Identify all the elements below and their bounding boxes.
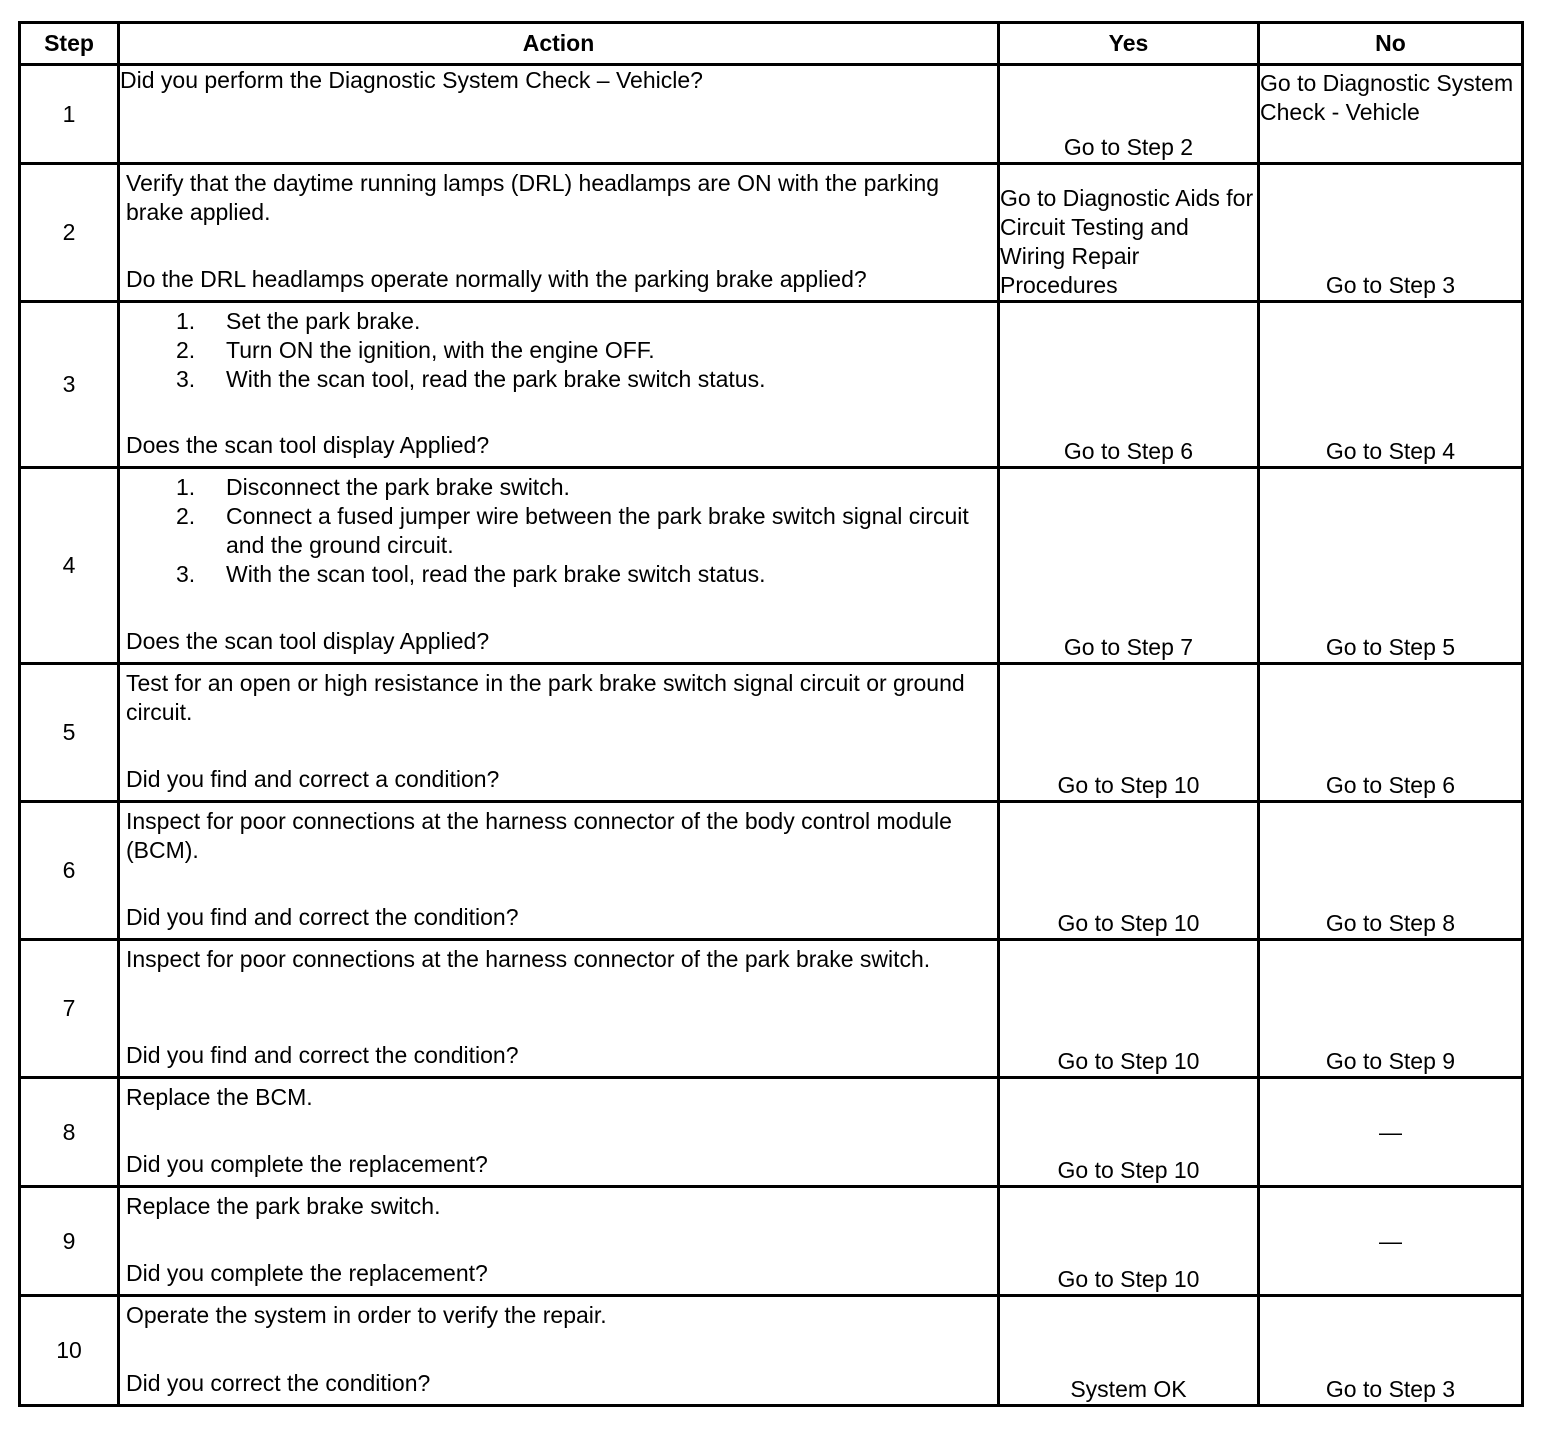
table-row — [20, 940, 1523, 1078]
no-cell — [1259, 1078, 1523, 1187]
table-header — [20, 23, 1523, 65]
action-question: Does the scan tool display Applied? — [126, 628, 490, 654]
action-cell — [119, 940, 999, 1078]
table-body — [20, 65, 1523, 1406]
step-number: 9 — [20, 1187, 119, 1296]
action-cell — [119, 302, 999, 468]
step-number: 2 — [20, 164, 119, 302]
dash-mark: — — [1379, 1227, 1402, 1254]
action-question: Did you find and correct a condition? — [126, 766, 500, 792]
action-cell — [119, 1078, 999, 1187]
yes-cell: Go to Step 2 — [999, 65, 1259, 164]
table-row — [20, 468, 1523, 664]
header-step: Step — [20, 23, 119, 65]
substep-item: 3. With the scan tool, read the park brake switch status. — [176, 366, 766, 392]
action-question: Did you find and correct the condition? — [126, 1042, 519, 1068]
no-cell: Go to Step 3 — [1259, 164, 1523, 302]
yes-cell: Go to Step 7 — [999, 468, 1259, 664]
no-cell: Go to Diagnostic System Check - Vehicle — [1259, 65, 1523, 164]
action-question: Do the DRL headlamps operate normally with the parking brake applied? — [126, 266, 867, 292]
action-question: Did you complete the replacement? — [126, 1260, 488, 1286]
step-number: 6 — [20, 802, 119, 940]
header-yes: Yes — [999, 23, 1259, 65]
yes-cell: Go to Step 10 — [999, 1078, 1259, 1187]
substep-list — [126, 307, 991, 394]
yes-cell: Go to Step 10 — [999, 1187, 1259, 1296]
table-row — [20, 664, 1523, 802]
action-question: Did you complete the replacement? — [126, 1151, 488, 1177]
action-question: Did you find and correct the condition? — [126, 904, 519, 930]
header-action: Action — [119, 23, 999, 65]
yes-cell: Go to Step 10 — [999, 940, 1259, 1078]
table-row — [20, 802, 1523, 940]
step-number: 4 — [20, 468, 119, 664]
action-cell — [119, 468, 999, 664]
diagnostic-table — [18, 21, 1524, 1407]
header-row — [20, 23, 1523, 65]
yes-cell: Go to Diagnostic Aids for Circuit Testing and Wiring Repair Procedures — [999, 164, 1259, 302]
step-number: 5 — [20, 664, 119, 802]
step-number: 7 — [20, 940, 119, 1078]
step-number: 8 — [20, 1078, 119, 1187]
no-cell: Go to Step 4 — [1259, 302, 1523, 468]
no-cell: Go to Step 3 — [1259, 1296, 1523, 1406]
no-cell: Go to Step 5 — [1259, 468, 1523, 664]
action-cell — [119, 65, 999, 164]
action-text: Replace the park brake switch. — [126, 1193, 441, 1219]
substep-list — [126, 473, 991, 589]
action-text: Verify that the daytime running lamps (DRL) headlamps are ON with the parking brake applied. — [126, 170, 940, 225]
yes-cell: Go to Step 10 — [999, 802, 1259, 940]
action-cell — [119, 802, 999, 940]
action-text: Inspect for poor connections at the harness connector of the park brake switch. — [126, 946, 931, 972]
table-row — [20, 1296, 1523, 1406]
action-text: Inspect for poor connections at the harness connector of the body control module (BCM). — [126, 808, 952, 863]
table-row — [20, 1078, 1523, 1187]
header-no: No — [1259, 23, 1523, 65]
action-question: Did you correct the condition? — [126, 1370, 431, 1396]
no-cell: Go to Step 6 — [1259, 664, 1523, 802]
substep-item: 2. Connect a fused jumper wire between the park brake switch signal circuit and the ground circuit. — [176, 503, 969, 558]
yes-cell: System OK — [999, 1296, 1259, 1406]
dash-mark: — — [1379, 1118, 1402, 1145]
substep-item: 1. Set the park brake. — [176, 308, 421, 334]
yes-cell: Go to Step 6 — [999, 302, 1259, 468]
no-cell — [1259, 1187, 1523, 1296]
substep-item: 2. Turn ON the ignition, with the engine OFF. — [176, 337, 655, 363]
table-row — [20, 65, 1523, 164]
table-row — [20, 164, 1523, 302]
substep-item: 3. With the scan tool, read the park brake switch status. — [176, 561, 766, 587]
step-number: 1 — [20, 65, 119, 164]
step-number: 3 — [20, 302, 119, 468]
table-row — [20, 1187, 1523, 1296]
substep-item: 1. Disconnect the park brake switch. — [176, 474, 570, 500]
action-text: Replace the BCM. — [126, 1084, 313, 1110]
action-text: Did you perform the Diagnostic System Check – Vehicle? — [120, 67, 703, 93]
action-text: Operate the system in order to verify the repair. — [126, 1302, 607, 1328]
step-number: 10 — [20, 1296, 119, 1406]
no-cell: Go to Step 8 — [1259, 802, 1523, 940]
no-cell: Go to Step 9 — [1259, 940, 1523, 1078]
action-cell — [119, 1296, 999, 1406]
action-text: Test for an open or high resistance in the park brake switch signal circuit or ground circuit. — [126, 670, 965, 725]
action-cell — [119, 664, 999, 802]
action-cell — [119, 164, 999, 302]
action-cell — [119, 1187, 999, 1296]
action-question: Does the scan tool display Applied? — [126, 432, 490, 458]
yes-cell: Go to Step 10 — [999, 664, 1259, 802]
table-row — [20, 302, 1523, 468]
